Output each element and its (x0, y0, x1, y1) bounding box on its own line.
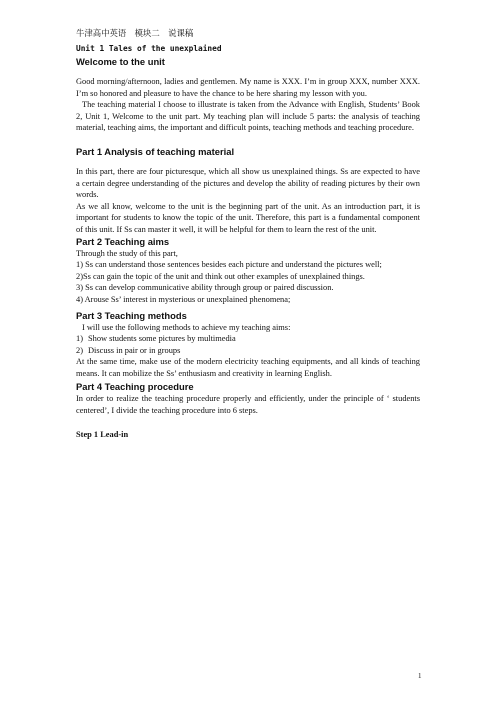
part4-paragraph: In order to realize the teaching procedure properly and efficiently, under the principle of ‘ students centered’, I divide the teaching procedure into 6 steps. (76, 394, 420, 416)
method-text: Discuss in pair or in groups (88, 345, 181, 355)
aim-item: 3) Ss can develop communicative ability through group or paired discussion. (76, 283, 334, 293)
part2-heading: Part 2 Teaching aims (76, 235, 170, 247)
aim-item: 1) Ss can understand those sentences besides each picture and understand the pictures well; (76, 260, 382, 270)
page-number: 1 (418, 672, 422, 680)
aim-item: 4) Arouse Ss’ interest in mysterious or unexplained phenomena; (76, 294, 291, 304)
material-paragraph: The teaching material I choose to illustrate is taken from the Advance with English, Students’ Book 2, Unit 1, Welcome to the unit part. My teaching plan will include 5 parts: the analysis of teaching material, teaching aims, the important and difficult points, teaching methods and teaching procedure. (76, 100, 420, 133)
part3-heading: Part 3 Teaching methods (76, 309, 187, 321)
step1-heading: Step 1 Lead-in (76, 429, 129, 439)
method-number: 2) (76, 345, 83, 355)
part1-paragraph-1: In this part, there are four picturesque, which all show us unexplained things. Ss are expected to have a certain degree understanding of the pictures and develop the ability of reading pictures by their own words. (76, 166, 420, 200)
part2-intro: Through the study of this part, (76, 248, 178, 258)
section-title: Welcome to the unit (76, 56, 165, 67)
page-content (76, 28, 420, 440)
intro-paragraph: Good morning/afternoon, ladies and gentlemen. My name is XXX. I’m in group XXX, number XXX. I’m so honored and pleasure to have the chance to be here sharing my lesson with you. (76, 77, 420, 98)
method-text: Show students some pictures by multimedia (88, 334, 236, 344)
aim-item: 2)Ss can gain the topic of the unit and think out other examples of unexplained things. (76, 271, 365, 281)
document-subtitle: 牛津高中英语 模块二 说课稿 (76, 29, 194, 38)
unit-title: Unit 1 Tales of the unexplained (76, 44, 222, 53)
part4-heading: Part 4 Teaching procedure (76, 381, 194, 393)
method-item (76, 333, 420, 345)
part1-paragraph-2: As we all know, welcome to the unit is the beginning part of the unit. As an introduction part, it is important for students to know the topic of the unit. Therefore, this part is a fundamental component of this unit. If Ss can master it well, it will be helpful for them to learn the rest of the unit. (76, 201, 420, 234)
method-item (76, 345, 420, 357)
part1-heading: Part 1 Analysis of teaching material (76, 145, 235, 157)
part3-paragraph: At the same time, make use of the modern electricity teaching equipments, and all kinds of teaching means. It can mobilize the Ss’ enthusiasm and creativity in learning English. (76, 357, 420, 378)
method-number: 1) (76, 334, 83, 344)
part3-intro: I will use the following methods to achieve my teaching aims: (82, 322, 291, 332)
